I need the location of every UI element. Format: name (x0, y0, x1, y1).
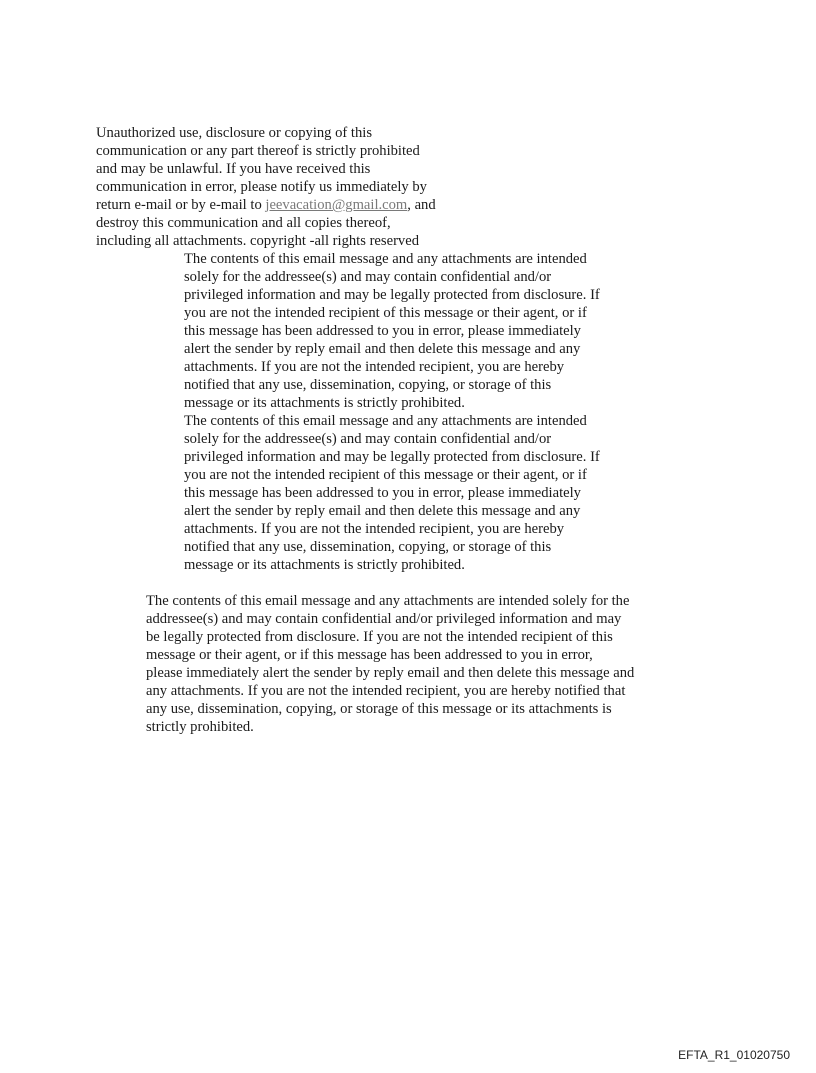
notice-line: please immediately alert the sender by reply email and then delete this message and (146, 665, 635, 681)
disclaimer-line: including all attachments. copyright -all rights reserved (96, 233, 419, 249)
notice-line: alert the sender by reply email and then delete this message and any (184, 341, 581, 357)
notice-line: addressee(s) and may contain confidential and/or privileged information and may (146, 611, 622, 627)
notice-line: message or their agent, or if this message has been addressed to you in error, (146, 647, 593, 663)
notice-line: notified that any use, dissemination, copying, or storage of this (184, 377, 552, 393)
notice-line: attachments. If you are not the intended recipient, you are hereby (184, 359, 565, 375)
notice-line: The contents of this email message and any attachments are intended (184, 413, 587, 429)
disclaimer-line: Unauthorized use, disclosure or copying of this (96, 125, 373, 141)
disclaimer-line: communication or any part thereof is strictly prohibited (96, 143, 420, 159)
disclaimer-line: communication in error, please notify us immediately by (96, 179, 427, 195)
notice-line: message or its attachments is strictly prohibited. (184, 395, 465, 411)
notice-line: you are not the intended recipient of this message or their agent, or if (184, 305, 587, 321)
disclaimer-line-with-email (96, 197, 436, 214)
notice-line: attachments. If you are not the intended recipient, you are hereby (184, 521, 565, 537)
disclaimer-text: , and (407, 197, 436, 213)
notice-line: message or its attachments is strictly prohibited. (184, 557, 465, 573)
notice-line: this message has been addressed to you in error, please immediately (184, 323, 581, 339)
document-id: EFTA_R1_01020750 (678, 1048, 790, 1062)
notice-line: this message has been addressed to you in error, please immediately (184, 485, 581, 501)
notice-line: alert the sender by reply email and then delete this message and any (184, 503, 581, 519)
notice-line: privileged information and may be legally protected from disclosure. If (184, 449, 600, 465)
notice-line: The contents of this email message and any attachments are intended solely for the (146, 593, 630, 609)
disclaimer-line: and may be unlawful. If you have received this (96, 161, 371, 177)
notice-line: privileged information and may be legally protected from disclosure. If (184, 287, 600, 303)
notice-line: solely for the addressee(s) and may contain confidential and/or (184, 269, 552, 285)
notice-line: notified that any use, dissemination, copying, or storage of this (184, 539, 552, 555)
notice-line: any use, dissemination, copying, or storage of this message or its attachments is (146, 701, 612, 717)
notice-line: strictly prohibited. (146, 719, 254, 735)
notice-line: The contents of this email message and any attachments are intended (184, 251, 587, 267)
notice-line: be legally protected from disclosure. If you are not the intended recipient of this (146, 629, 613, 645)
disclaimer-text: return e-mail or by e-mail to (96, 197, 266, 213)
notice-line: you are not the intended recipient of this message or their agent, or if (184, 467, 587, 483)
notice-line: any attachments. If you are not the intended recipient, you are hereby notified that (146, 683, 626, 699)
notice-line: solely for the addressee(s) and may contain confidential and/or (184, 431, 552, 447)
disclaimer-line: destroy this communication and all copies thereof, (96, 215, 391, 231)
email-link[interactable]: jeevacation@gmail.com (265, 197, 408, 213)
